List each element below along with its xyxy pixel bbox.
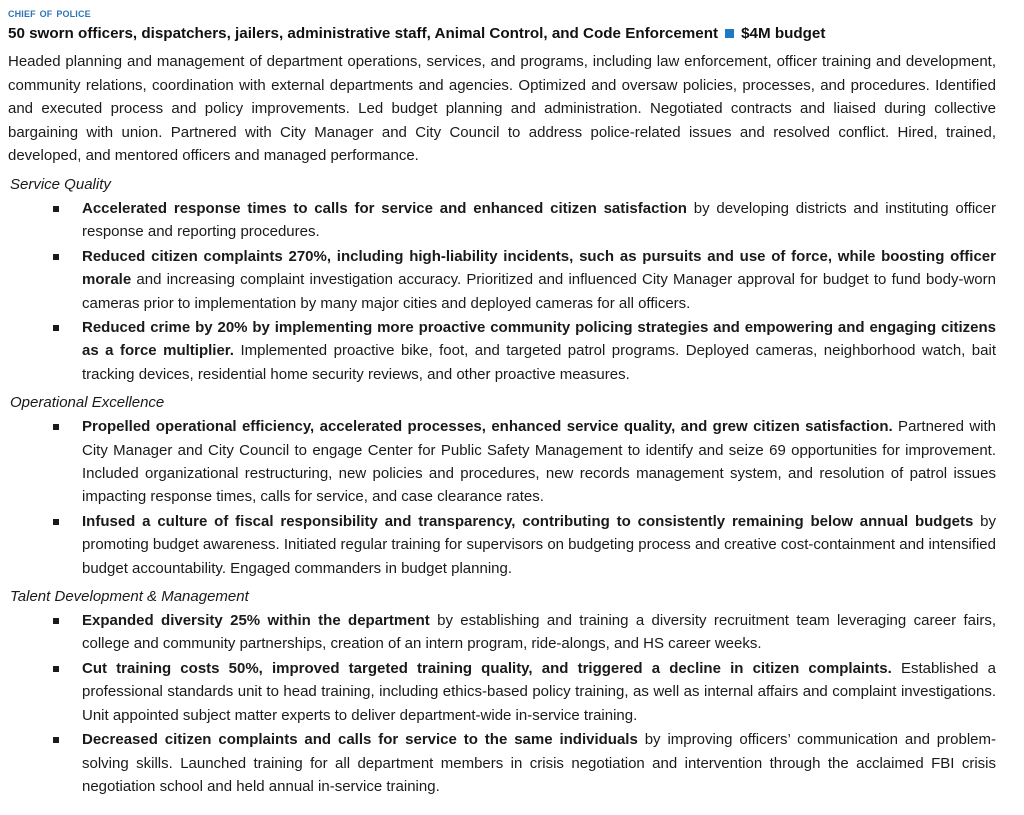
achievement-list [6, 415, 996, 580]
achievement-detail: by improving officers’ communication and problem-solving skills. Launched training for all department members in crisis negotiation and intervention through the acclaimed FBI crisis negotiation school and held annual in-service training. [82, 731, 996, 795]
achievement-sections [6, 174, 996, 798]
achievement-detail: by developing districts and instituting officer response and reporting procedures. [82, 199, 997, 241]
achievement-detail: Implemented proactive bike, foot, and targeted patrol programs. Deployed cameras, neighborhood watch, bait tracking devices, residential home security reviews, and other proactive measures. [82, 342, 996, 383]
achievement-detail: Established a professional standards unit to head training, including ethics-based policy training, as well as internal affairs and complaint investigations. Unit appointed subject matter experts to deliver department-wide in-service training. [82, 659, 996, 724]
section-heading: Service Quality [10, 175, 111, 193]
achievement-lead: Infused a culture of fiscal responsibility and transparency, contributing to consistently remaining below annual budgets [82, 512, 974, 530]
list-item [6, 510, 996, 580]
achievement-detail: Partnered with City Manager and City Council to engage Center for Public Safety Management to identify and seize 69 opportunities for improvement. Included organizational restructuring, new policies and procedures, new records management system, and resolution of patrol issues impacting response times, calls for service, and case clearance rates. [82, 418, 996, 506]
achievement-detail: and increasing complaint investigation accuracy. Prioritized and influenced City Manager approval for budget to fund body-worn cameras prior to implementation by many major cities and deployed cameras for all officers. [82, 271, 996, 312]
achievement-lead: Accelerated response times to calls for service and enhanced citizen satisfaction [82, 199, 687, 217]
scope-budget: $4M budget [741, 25, 826, 42]
achievement-lead: Reduced citizen complaints 270%, including high-liability incidents, such as pursuits and use of force, while boosting officer morale [82, 247, 996, 289]
achievement-lead: Reduced crime by 20% by implementing more proactive community policing strategies and empowering and engaging citizens as a force multiplier. [82, 319, 996, 360]
achievement-lead: Cut training costs 50%, improved targeted training quality, and triggered a decline in citizen complaints. [82, 659, 892, 677]
blue-square-separator-icon [725, 29, 734, 38]
list-item [6, 609, 996, 656]
achievement-lead: Expanded diversity 25% within the department [82, 612, 430, 630]
list-item [6, 316, 996, 386]
list-item [6, 415, 996, 509]
section-heading: Operational Excellence [10, 394, 165, 412]
list-item [6, 657, 996, 727]
list-item [6, 728, 996, 798]
section-heading: Talent Development & Management [10, 588, 249, 606]
achievement-detail: by promoting budget awareness. Initiated regular training for supervisors on budgeting process and creative cost-containment and intensified budget accountability. Engaged commanders in budget planning. [82, 512, 996, 577]
list-item [6, 197, 996, 244]
scope-responsibilities: 50 sworn officers, dispatchers, jailers, administrative staff, Animal Control, and Code Enforcement [8, 25, 719, 42]
page-title: chief of police [8, 5, 91, 20]
list-item [6, 245, 996, 315]
achievement-lead: Propelled operational efficiency, accelerated processes, enhanced service quality, and grew citizen satisfaction. [82, 418, 893, 436]
scope-line [8, 24, 996, 44]
achievement-detail: by establishing and training a diversity recruitment team leveraging career fairs, college and community partnerships, creation of an intern program, ride-alongs, and HS career weeks. [82, 612, 996, 653]
achievement-list [6, 609, 996, 798]
achievement-lead: Decreased citizen complaints and calls for service to the same individuals [82, 731, 638, 749]
achievement-list [6, 197, 996, 386]
role-summary-paragraph: Headed planning and management of department operations, services, and programs, including law enforcement, officer training and development, community relations, coordination with external departments and agencies. Optimized and oversaw policies, processes, and procedures. Identified and executed process and policy improvements. Led budget planning and administration. Negotiated contracts and liaised during collective bargaining with union. Partnered with City Manager and City Council to address police-related issues and resolved conflict. Hired, trained, developed, and mentored officers and managed performance. [8, 53, 996, 165]
